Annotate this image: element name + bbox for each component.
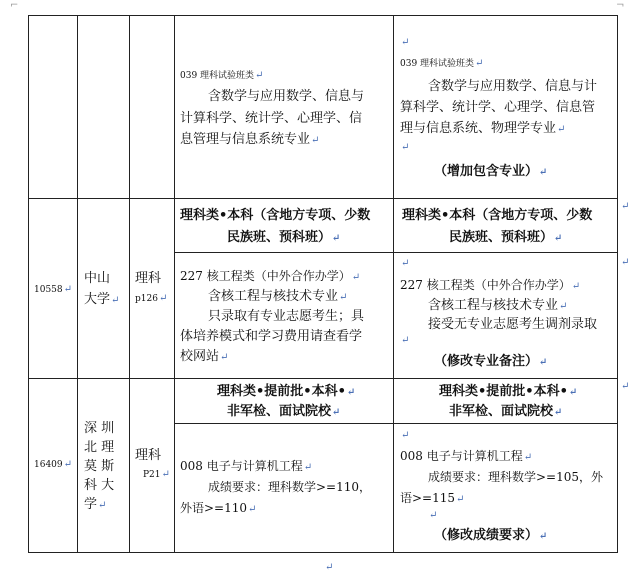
r1-old-title: 039 理科试验班类↵ <box>180 70 264 81</box>
crop-mark-right: ¬ <box>616 0 625 11</box>
row-line-3 <box>28 378 618 379</box>
r2-old-line-4: 体培养模式和学习费用请查看学 <box>180 329 363 344</box>
r1-mark-top: ↵ <box>401 37 410 48</box>
r3-mark-top: ↵ <box>401 430 410 441</box>
r2-new-header-l2: 民族班、预科班）↵ <box>449 230 563 245</box>
r1-old-line-3: 计算科学、统计学、心理学、信 <box>180 111 363 126</box>
r2-new-major: 227 核工程类（中外合作办学）↵ <box>400 278 581 292</box>
r3-new-header-l1: 理科类•提前批•本科•↵ <box>439 384 578 399</box>
r3-school-name-l4: 科 大 <box>84 478 115 493</box>
table-col-line-1 <box>77 15 78 553</box>
table-top-line <box>28 15 618 16</box>
r3-school-name-l3: 莫 斯 <box>84 459 115 474</box>
r3-old-major: 008 电子与计算机工程↵ <box>180 459 313 473</box>
row-line-2 <box>174 252 618 253</box>
table-bottom-line <box>28 552 618 553</box>
crop-mark-left: ⌐ <box>10 0 19 11</box>
table-col-line-4 <box>393 15 394 553</box>
r2-category-l2: p126↵ <box>135 293 168 304</box>
r2-category-l1: 理科 <box>135 271 162 286</box>
r1-change-note: （增加包含专业）↵ <box>434 164 548 179</box>
r2-old-line-5: 校网站↵ <box>180 349 229 364</box>
r2-school-name-l2: 大学↵ <box>84 292 120 307</box>
table-border-right <box>617 15 618 553</box>
r3-old-line-2: 成绩要求：理科数学>=110， <box>208 480 372 494</box>
r2-new-line-2: 含核工程与核技术专业↵ <box>428 298 568 313</box>
row-line-1 <box>28 198 618 199</box>
r3-school-code: 16409↵ <box>34 459 73 470</box>
r1-new-title: 039 理科试验班类↵ <box>400 58 484 69</box>
r2-mark-mid: ↵ <box>401 335 410 346</box>
r2-old-major: 227 核工程类（中外合作办学）↵ <box>180 269 361 283</box>
r3-new-line-2: 成绩要求：理科数学>=105，外 <box>428 470 604 484</box>
table-border-left <box>28 15 29 553</box>
r1-old-line-4: 息管理与信息系统专业↵ <box>180 132 320 147</box>
r2-old-line-3: 只录取有专业志愿考生；具 <box>208 309 365 324</box>
table-col-line-2 <box>129 15 130 553</box>
r2-old-header-l1: 理科类•本科（含地方专项、少数 <box>180 208 371 223</box>
r1-right-mark: ↵ <box>621 201 630 212</box>
r2-new-line-3: 接受无专业志愿考生调剂录取 <box>428 317 598 332</box>
r1-new-line-4: 理与信息系统、物理学专业↵ <box>400 121 566 136</box>
r2-change-note: （修改专业备注）↵ <box>434 354 548 369</box>
r3-change-note: （修改成绩要求）↵ <box>434 528 548 543</box>
r3-category-l2: P21↵ <box>143 469 170 480</box>
r3-school-name-l2: 北 理 <box>84 440 115 455</box>
r3-new-header-l2: 非军检、面试院校↵ <box>449 404 563 419</box>
r1-old-line-2: 含数学与应用数学、信息与 <box>208 89 365 104</box>
r3-old-header-l2: 非军检、面试院校↵ <box>227 404 341 419</box>
r3-right-mark: ↵ <box>621 381 630 392</box>
r2-old-line-2: 含核工程与核技术专业↵ <box>208 289 348 304</box>
r3-school-name-l5: 学↵ <box>84 497 107 512</box>
r3-new-line-3: 语>=115↵ <box>400 491 465 505</box>
r2-school-name-l1: 中山 <box>84 271 111 286</box>
r1-new-line-2: 含数学与应用数学、信息与计 <box>428 79 598 94</box>
r2-school-code: 10558↵ <box>34 284 73 295</box>
r1-new-line-3: 算科学、统计学、心理学、信息管 <box>400 100 596 115</box>
r3-category-l1: 理科 <box>135 448 162 463</box>
row-line-4 <box>174 423 618 424</box>
r2-mark-top: ↵ <box>401 258 410 269</box>
r2-right-mark: ↵ <box>621 257 630 268</box>
r3-new-major: 008 电子与计算机工程↵ <box>400 449 533 463</box>
r2-new-header-l1: 理科类•本科（含地方专项、少数 <box>402 208 593 223</box>
r3-school-name-l1: 深 圳 <box>84 421 115 436</box>
r3-mark-mid: ↵ <box>429 510 438 521</box>
table-col-line-3 <box>174 15 175 553</box>
r3-old-header-l1: 理科类•提前批•本科•↵ <box>217 384 356 399</box>
r3-old-line-3: 外语>=110↵ <box>180 501 257 515</box>
r2-old-header-l2: 民族班、预科班）↵ <box>227 230 341 245</box>
end-paragraph-mark: ↵ <box>325 562 334 573</box>
r1-mark-mid: ↵ <box>401 142 410 153</box>
